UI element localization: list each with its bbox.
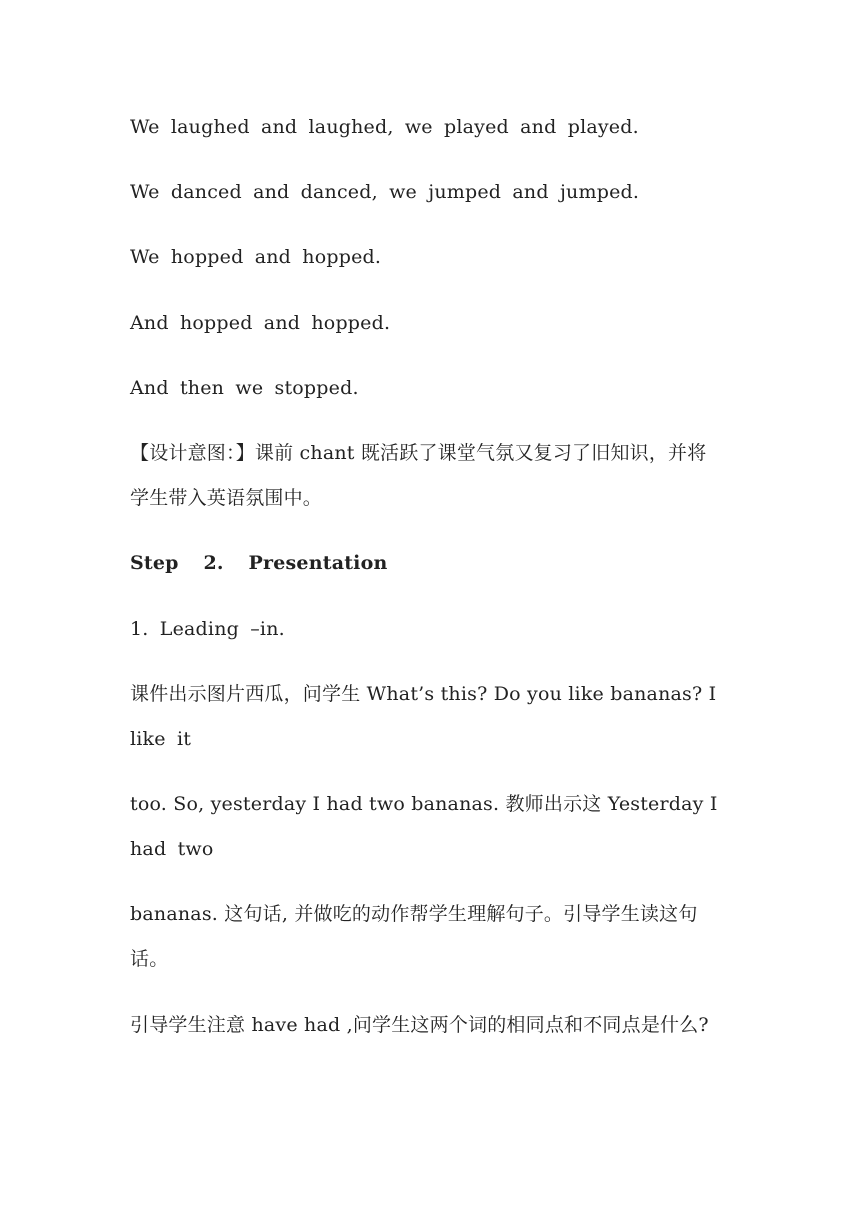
leading-in-line: 1. Leading –in. bbox=[130, 618, 285, 640]
body-line-7: 引导学生注意 have had ,问学生这两个词的相同点和不同点是什么? bbox=[130, 1014, 709, 1036]
chant-line-5: And then we stopped. bbox=[130, 377, 359, 399]
design-intent-line-2: 学生带入英语氛围中。 bbox=[130, 487, 323, 509]
chant-line-4: And hopped and hopped. bbox=[130, 312, 391, 334]
body-line-4: had two bbox=[130, 838, 214, 860]
body-line-6: 话。 bbox=[130, 948, 169, 970]
step-heading: Step 2. Presentation bbox=[130, 552, 388, 574]
body-line-3: too. So, yesterday I had two bananas. 教师出示这 Yesterday I bbox=[130, 793, 718, 815]
chant-line-1: We laughed and laughed, we played and played. bbox=[130, 116, 639, 138]
chant-line-2: We danced and danced, we jumped and jumped. bbox=[130, 181, 640, 203]
body-line-5: bananas. 这句话, 并做吃的动作帮学生理解句子。引导学生读这句 bbox=[130, 903, 698, 925]
design-intent-line-1: 【设计意图：】课前 chant 既活跃了课堂气氛又复习了旧知识，并将 bbox=[130, 442, 707, 464]
body-line-2: like it bbox=[130, 728, 192, 750]
body-line-1: 课件出示图片西瓜，问学生 What’s this? Do you like bananas? I bbox=[130, 683, 717, 705]
chant-line-3: We hopped and hopped. bbox=[130, 246, 382, 268]
